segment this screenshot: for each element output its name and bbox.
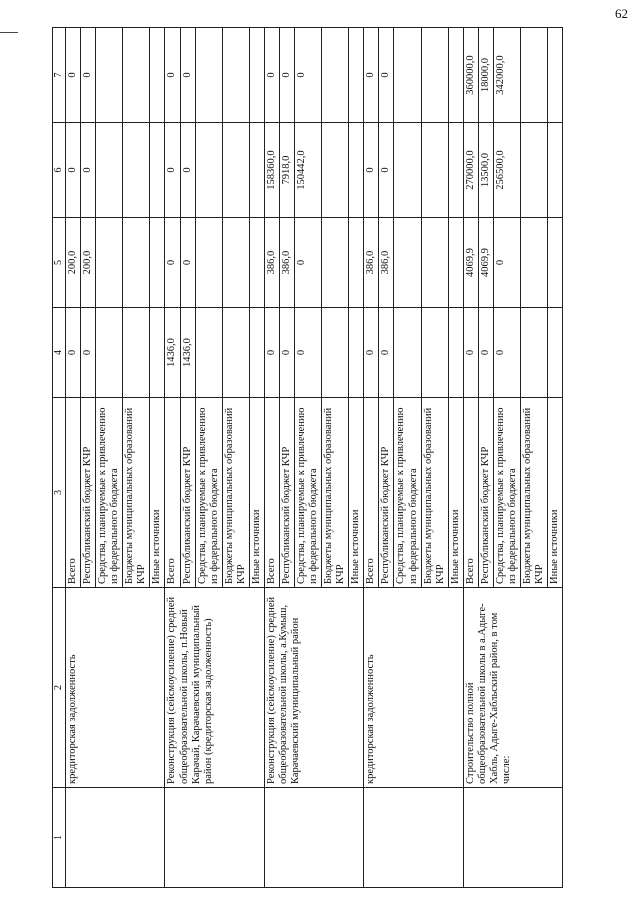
header-cell: 5 bbox=[53, 218, 66, 308]
value-cell-col5: 386,0 bbox=[264, 218, 279, 308]
value-cell-col4 bbox=[421, 308, 448, 398]
value-cell-col7 bbox=[150, 28, 165, 123]
value-cell-col6 bbox=[150, 123, 165, 218]
header-cell: 4 bbox=[53, 308, 66, 398]
value-cell-col5 bbox=[548, 218, 563, 308]
table-body bbox=[53, 28, 563, 888]
value-cell-col4 bbox=[349, 308, 364, 398]
value-cell-col4 bbox=[249, 308, 264, 398]
source-cell: Всего bbox=[165, 398, 180, 588]
header-cell: 3 bbox=[53, 398, 66, 588]
value-cell-col4 bbox=[222, 308, 249, 398]
value-cell-col6: 0 bbox=[379, 123, 394, 218]
value-cell-col6 bbox=[249, 123, 264, 218]
value-cell-col4: 0 bbox=[81, 308, 96, 398]
value-cell-col6 bbox=[349, 123, 364, 218]
value-cell-col6 bbox=[521, 123, 548, 218]
source-cell: Республиканский бюджет КЧР bbox=[279, 398, 294, 588]
value-cell-col4 bbox=[150, 308, 165, 398]
value-cell-col5 bbox=[421, 218, 448, 308]
value-cell-col6 bbox=[96, 123, 123, 218]
value-cell-col7: 0 bbox=[264, 28, 279, 123]
value-cell-col4 bbox=[448, 308, 463, 398]
value-cell-col7: 0 bbox=[66, 28, 81, 123]
value-cell-col7: 0 bbox=[379, 28, 394, 123]
page-number: 62 bbox=[615, 6, 628, 21]
value-cell-col5: 200,0 bbox=[66, 218, 81, 308]
source-cell: Всего bbox=[463, 398, 478, 588]
value-cell-col5: 0 bbox=[180, 218, 195, 308]
source-cell: Бюджеты муниципальных образований КЧР bbox=[123, 398, 150, 588]
header-cell: 1 bbox=[53, 788, 66, 888]
value-cell-col7 bbox=[96, 28, 123, 123]
header-cell: 2 bbox=[53, 588, 66, 788]
value-cell-col4: 0 bbox=[478, 308, 493, 398]
funding-table bbox=[52, 27, 563, 888]
value-cell-col6: 256500,0 bbox=[493, 123, 520, 218]
value-cell-col5 bbox=[222, 218, 249, 308]
value-cell-col6 bbox=[322, 123, 349, 218]
value-cell-col4 bbox=[123, 308, 150, 398]
value-cell-col4 bbox=[394, 308, 421, 398]
value-cell-col5: 0 bbox=[295, 218, 322, 308]
value-cell-col4: 0 bbox=[279, 308, 294, 398]
item-number-cell bbox=[165, 788, 264, 888]
value-cell-col5 bbox=[249, 218, 264, 308]
table-row bbox=[364, 28, 379, 888]
value-cell-col4: 0 bbox=[264, 308, 279, 398]
value-cell-col7 bbox=[222, 28, 249, 123]
value-cell-col7 bbox=[322, 28, 349, 123]
value-cell-col5: 386,0 bbox=[279, 218, 294, 308]
source-cell: Бюджеты муниципальных образований КЧР bbox=[421, 398, 448, 588]
value-cell-col7: 0 bbox=[295, 28, 322, 123]
table-row bbox=[264, 28, 279, 888]
value-cell-col4: 0 bbox=[295, 308, 322, 398]
source-cell: Республиканский бюджет КЧР bbox=[379, 398, 394, 588]
value-cell-col5: 4069,9 bbox=[463, 218, 478, 308]
value-cell-col5 bbox=[349, 218, 364, 308]
source-cell: Иные источники bbox=[349, 398, 364, 588]
value-cell-col4 bbox=[322, 308, 349, 398]
item-number-cell bbox=[264, 788, 363, 888]
source-cell: Бюджеты муниципальных образований КЧР bbox=[322, 398, 349, 588]
source-cell: Средства, планируемые к привлечению из федерального бюджета bbox=[195, 398, 222, 588]
value-cell-col5: 0 bbox=[165, 218, 180, 308]
value-cell-col7: 0 bbox=[81, 28, 96, 123]
value-cell-col6: 0 bbox=[81, 123, 96, 218]
value-cell-col6 bbox=[123, 123, 150, 218]
value-cell-col5 bbox=[394, 218, 421, 308]
value-cell-col6 bbox=[421, 123, 448, 218]
value-cell-col4: 1436,0 bbox=[180, 308, 195, 398]
value-cell-col7: 0 bbox=[364, 28, 379, 123]
value-cell-col5 bbox=[322, 218, 349, 308]
source-cell: Иные источники bbox=[150, 398, 165, 588]
value-cell-col7 bbox=[249, 28, 264, 123]
value-cell-col6: 13500,0 bbox=[478, 123, 493, 218]
source-cell: Бюджеты муниципальных образований КЧР bbox=[222, 398, 249, 588]
source-cell: Средства, планируемые к привлечению из федерального бюджета bbox=[493, 398, 520, 588]
table-row bbox=[165, 28, 180, 888]
value-cell-col6: 158360,0 bbox=[264, 123, 279, 218]
source-cell: Средства, планируемые к привлечению из федерального бюджета bbox=[96, 398, 123, 588]
value-cell-col6 bbox=[222, 123, 249, 218]
source-cell: Иные источники bbox=[249, 398, 264, 588]
value-cell-col4 bbox=[96, 308, 123, 398]
source-cell: Средства, планируемые к привлечению из федерального бюджета bbox=[394, 398, 421, 588]
header-cell: 6 bbox=[53, 123, 66, 218]
value-cell-col7 bbox=[394, 28, 421, 123]
source-cell: Бюджеты муниципальных образований КЧР bbox=[521, 398, 548, 588]
source-cell: Иные источники bbox=[448, 398, 463, 588]
value-cell-col4 bbox=[548, 308, 563, 398]
value-cell-col7: 360000,0 bbox=[463, 28, 478, 123]
value-cell-col6: 7918,0 bbox=[279, 123, 294, 218]
value-cell-col7: 18000,0 bbox=[478, 28, 493, 123]
object-name-cell: Реконструкция (сейсмоусиление) средней общеобразовательной школы, а.Кумыш, Карачаевский муниципальный район bbox=[264, 588, 363, 788]
value-cell-col7 bbox=[448, 28, 463, 123]
value-cell-col5: 0 bbox=[493, 218, 520, 308]
value-cell-col7: 342000,0 bbox=[493, 28, 520, 123]
value-cell-col7 bbox=[195, 28, 222, 123]
margin-mark bbox=[0, 0, 18, 33]
value-cell-col4 bbox=[521, 308, 548, 398]
value-cell-col6 bbox=[195, 123, 222, 218]
table-row bbox=[463, 28, 478, 888]
value-cell-col5 bbox=[448, 218, 463, 308]
value-cell-col5 bbox=[123, 218, 150, 308]
value-cell-col7 bbox=[421, 28, 448, 123]
value-cell-col5 bbox=[521, 218, 548, 308]
value-cell-col5: 4069,9 bbox=[478, 218, 493, 308]
value-cell-col6: 0 bbox=[66, 123, 81, 218]
value-cell-col4 bbox=[195, 308, 222, 398]
value-cell-col4: 0 bbox=[493, 308, 520, 398]
value-cell-col7: 0 bbox=[180, 28, 195, 123]
source-cell: Средства, планируемые к привлечению из федерального бюджета bbox=[295, 398, 322, 588]
value-cell-col5: 386,0 bbox=[379, 218, 394, 308]
value-cell-col4: 0 bbox=[364, 308, 379, 398]
value-cell-col6: 0 bbox=[364, 123, 379, 218]
value-cell-col7 bbox=[349, 28, 364, 123]
source-cell: Всего bbox=[264, 398, 279, 588]
value-cell-col5 bbox=[150, 218, 165, 308]
value-cell-col6: 150442,0 bbox=[295, 123, 322, 218]
value-cell-col6: 0 bbox=[180, 123, 195, 218]
item-number-cell bbox=[364, 788, 463, 888]
value-cell-col5: 386,0 bbox=[364, 218, 379, 308]
value-cell-col5: 200,0 bbox=[81, 218, 96, 308]
item-number-cell bbox=[66, 788, 165, 888]
table-row bbox=[66, 28, 81, 888]
document-table-rotated bbox=[52, 28, 612, 888]
value-cell-col7 bbox=[548, 28, 563, 123]
object-name-cell: кредиторская задолженность bbox=[66, 588, 165, 788]
value-cell-col6: 0 bbox=[165, 123, 180, 218]
item-number-cell bbox=[463, 788, 562, 888]
value-cell-col5 bbox=[96, 218, 123, 308]
header-cell: 7 bbox=[53, 28, 66, 123]
object-name-cell: Реконструкция (сейсмоусиление) средней общеобразовательной школы, п.Новый Карачай, Карачаевский муниципальный район (кредиторская задолженность) bbox=[165, 588, 264, 788]
object-name-cell: Строительство полной общеобразовательной школы в а.Адыге-Хабль, Адыге-Хабльский район, в том числе: bbox=[463, 588, 562, 788]
value-cell-col4: 1436,0 bbox=[165, 308, 180, 398]
source-cell: Иные источники bbox=[548, 398, 563, 588]
source-cell: Республиканский бюджет КЧР bbox=[478, 398, 493, 588]
value-cell-col7: 0 bbox=[279, 28, 294, 123]
value-cell-col4: 0 bbox=[66, 308, 81, 398]
object-name-cell: кредиторская задолженность bbox=[364, 588, 463, 788]
value-cell-col6 bbox=[548, 123, 563, 218]
value-cell-col7 bbox=[123, 28, 150, 123]
value-cell-col6: 270000,0 bbox=[463, 123, 478, 218]
value-cell-col5 bbox=[195, 218, 222, 308]
source-cell: Всего bbox=[364, 398, 379, 588]
value-cell-col6 bbox=[448, 123, 463, 218]
value-cell-col4: 0 bbox=[379, 308, 394, 398]
value-cell-col7: 0 bbox=[165, 28, 180, 123]
value-cell-col7 bbox=[521, 28, 548, 123]
value-cell-col4: 0 bbox=[463, 308, 478, 398]
source-cell: Республиканский бюджет КЧР bbox=[81, 398, 96, 588]
header-row bbox=[53, 28, 66, 888]
source-cell: Всего bbox=[66, 398, 81, 588]
source-cell: Республиканский бюджет КЧР bbox=[180, 398, 195, 588]
value-cell-col6 bbox=[394, 123, 421, 218]
